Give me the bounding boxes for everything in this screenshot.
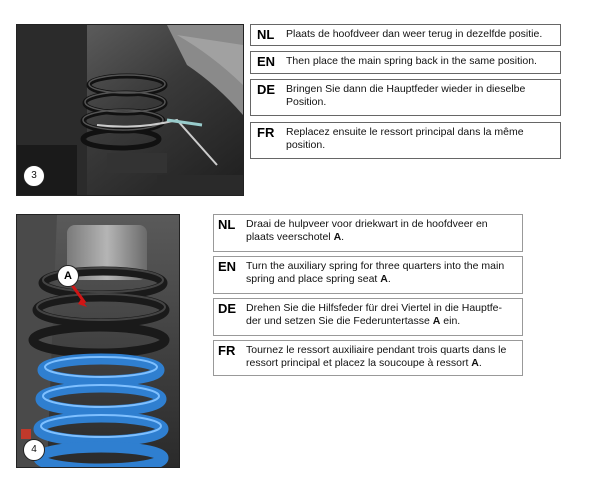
instruction-text: Turn the auxiliary spring for three quarters into the main spring and place spring seat A. [246, 260, 505, 285]
lang-code: DE [218, 301, 237, 316]
step4-photo [16, 214, 180, 468]
step3-instruction-nl [250, 24, 561, 46]
lang-code: EN [218, 259, 237, 274]
step3-instruction-de [250, 79, 561, 116]
step-number-badge: 3 [23, 165, 45, 187]
instruction-text: Tournez le ressort auxiliaire pendant trois quarts dans le ressort principal et placez la soucoupe à ressort A. [246, 344, 507, 369]
lang-code: NL [257, 27, 275, 42]
instruction-text: Draai de hulpveer voor driekwart in de hoofdveer en plaats veerschotel A. [246, 218, 488, 243]
step3-photo [16, 24, 244, 196]
instruction-text: Replacez ensuite le ressort principal dans la même position. [286, 126, 524, 151]
lang-code: DE [257, 82, 276, 97]
instruction-text: Plaats de hoofdveer dan weer terug in dezelfde positie. [286, 28, 543, 40]
step4-instruction-de [213, 298, 523, 336]
step4-instructions [213, 214, 523, 376]
step-number-badge: 4 [23, 439, 45, 461]
lang-code: EN [257, 54, 276, 69]
lang-code: FR [257, 125, 275, 140]
lang-code: NL [218, 217, 236, 232]
step4-instruction-nl [213, 214, 523, 252]
lang-code: FR [218, 343, 236, 358]
wheel-arch-spring-illustration [17, 25, 243, 195]
instruction-text: Then place the main spring back in the same position. [286, 55, 537, 67]
coil-spring-illustration [17, 215, 179, 467]
step4-instruction-fr [213, 340, 523, 376]
step4-instruction-en [213, 256, 523, 294]
part-marker-a: A [57, 265, 79, 287]
step3-instruction-en [250, 51, 561, 74]
step3-instruction-fr [250, 122, 561, 159]
instruction-text: Bringen Sie dann die Hauptfeder wieder in dieselbe Position. [286, 83, 526, 108]
instruction-text: Drehen Sie die Hilfsfeder für drei Viertel in die Hauptfe-der und setzen Sie die Federuntertasse A ein. [246, 302, 503, 327]
